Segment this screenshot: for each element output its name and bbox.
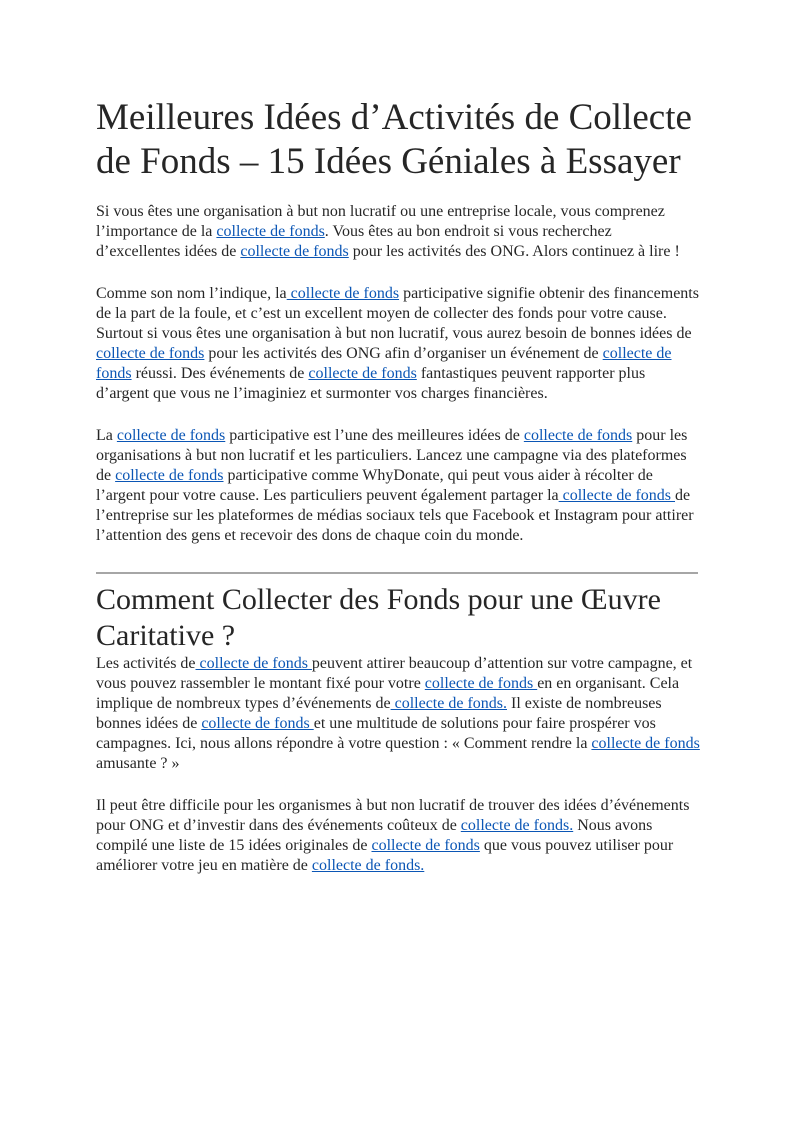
link-collecte-de-fonds[interactable]: collecte de fonds [308,365,417,382]
link-collecte-de-fonds[interactable]: collecte de fonds [96,345,672,382]
link-collecte-de-fonds[interactable]: collecte de fonds [424,675,538,692]
section-heading: Comment Collecter des Fonds pour une Œuvre Caritative ? [96,583,661,652]
link-collecte-de-fonds[interactable]: collecte de fonds. [311,857,425,874]
link-collecte-de-fonds[interactable]: collecte de fonds [591,735,700,752]
link-collecte-de-fonds[interactable]: collecte de fonds [216,223,325,240]
link-collecte-de-fonds[interactable]: collecte de fonds [195,655,312,672]
paragraph-intro: Si vous êtes une organisation à but non lucratif ou une entreprise locale, vous comprenez l’importance de la collecte de fonds. Vous êtes au bon endroit si vous recherchez d’excellentes idées de collecte de fonds pour les activités des ONG. Alors continuez à lire ! [96,203,680,260]
paragraph-ideas-list: Il peut être difficile pour les organismes à but non lucratif de trouver des idées d’événements pour ONG et d’investir dans des événements coûteux de collecte de fonds. Nous avons compilé une liste de 15 idées originales de collecte de fonds que vous pouvez utiliser pour améliorer votre jeu en matière de collecte de fonds. [96,797,690,874]
link-collecte-de-fonds[interactable]: collecte de fonds [96,345,205,362]
link-collecte-de-fonds[interactable]: collecte de fonds. [390,695,507,712]
section-divider [96,572,698,574]
page-title: Meilleures Idées d’Activités de Collecte de Fonds – 15 Idées Géniales à Essayer [96,97,692,182]
paragraph-participative: La collecte de fonds participative est l’une des meilleures idées de collecte de fonds pour les organisations à but non lucratif et les particuliers. Lancez une campagne via des plateformes de collecte de fonds participative comme WhyDonate, qui peut vous aider à récolter de l’argent pour votre cause. Les particuliers peuvent également partager la collecte de fonds de l’entreprise sur les plateformes de médias sociaux tels que Facebook et Instagram pour attirer l’attention des gens et recevoir des dons de chaque coin du monde. [96,427,694,544]
link-collecte-de-fonds[interactable]: collecte de fonds. [460,817,574,834]
link-collecte-de-fonds[interactable]: collecte de fonds [286,285,400,302]
link-collecte-de-fonds[interactable]: collecte de fonds [116,427,226,444]
paragraph-how-to: Les activités de collecte de fonds peuvent attirer beaucoup d’attention sur votre campagne, et vous pouvez rassembler le montant fixé pour votre collecte de fonds en en organisant. Cela implique de nombreux types d’événements de collecte de fonds. Il existe de nombreuses bonnes idées de collecte de fonds et une multitude de solutions pour faire prospérer vos campagnes. Ici, nous allons répondre à votre question : « Comment rendre la collecte de fonds amusante ? » [96,655,700,772]
link-collecte-de-fonds[interactable]: collecte de fonds [558,487,676,504]
link-collecte-de-fonds[interactable]: collecte de fonds [240,243,349,260]
link-collecte-de-fonds[interactable]: collecte de fonds [201,715,314,732]
paragraph-crowdfunding: Comme son nom l’indique, la collecte de fonds participative signifie obtenir des financements de la part de la foule, et c’est un excellent moyen de collecter des fonds pour votre cause. Surtout si vous êtes une organisation à but non lucratif, vous aurez besoin de bonnes idées de collecte de fonds pour les activités des ONG afin d’organiser un événement de collecte de fonds réussi. Des événements de collecte de fonds fantastiques peuvent rapporter plus d’argent que vous ne l’imaginiez et surmonter vos charges financières. [96,285,699,402]
link-collecte-de-fonds[interactable]: collecte de fonds [115,467,224,484]
document-page [96,96,700,876]
link-collecte-de-fonds[interactable]: collecte de fonds [523,427,633,444]
link-collecte-de-fonds[interactable]: collecte de fonds [371,837,480,854]
